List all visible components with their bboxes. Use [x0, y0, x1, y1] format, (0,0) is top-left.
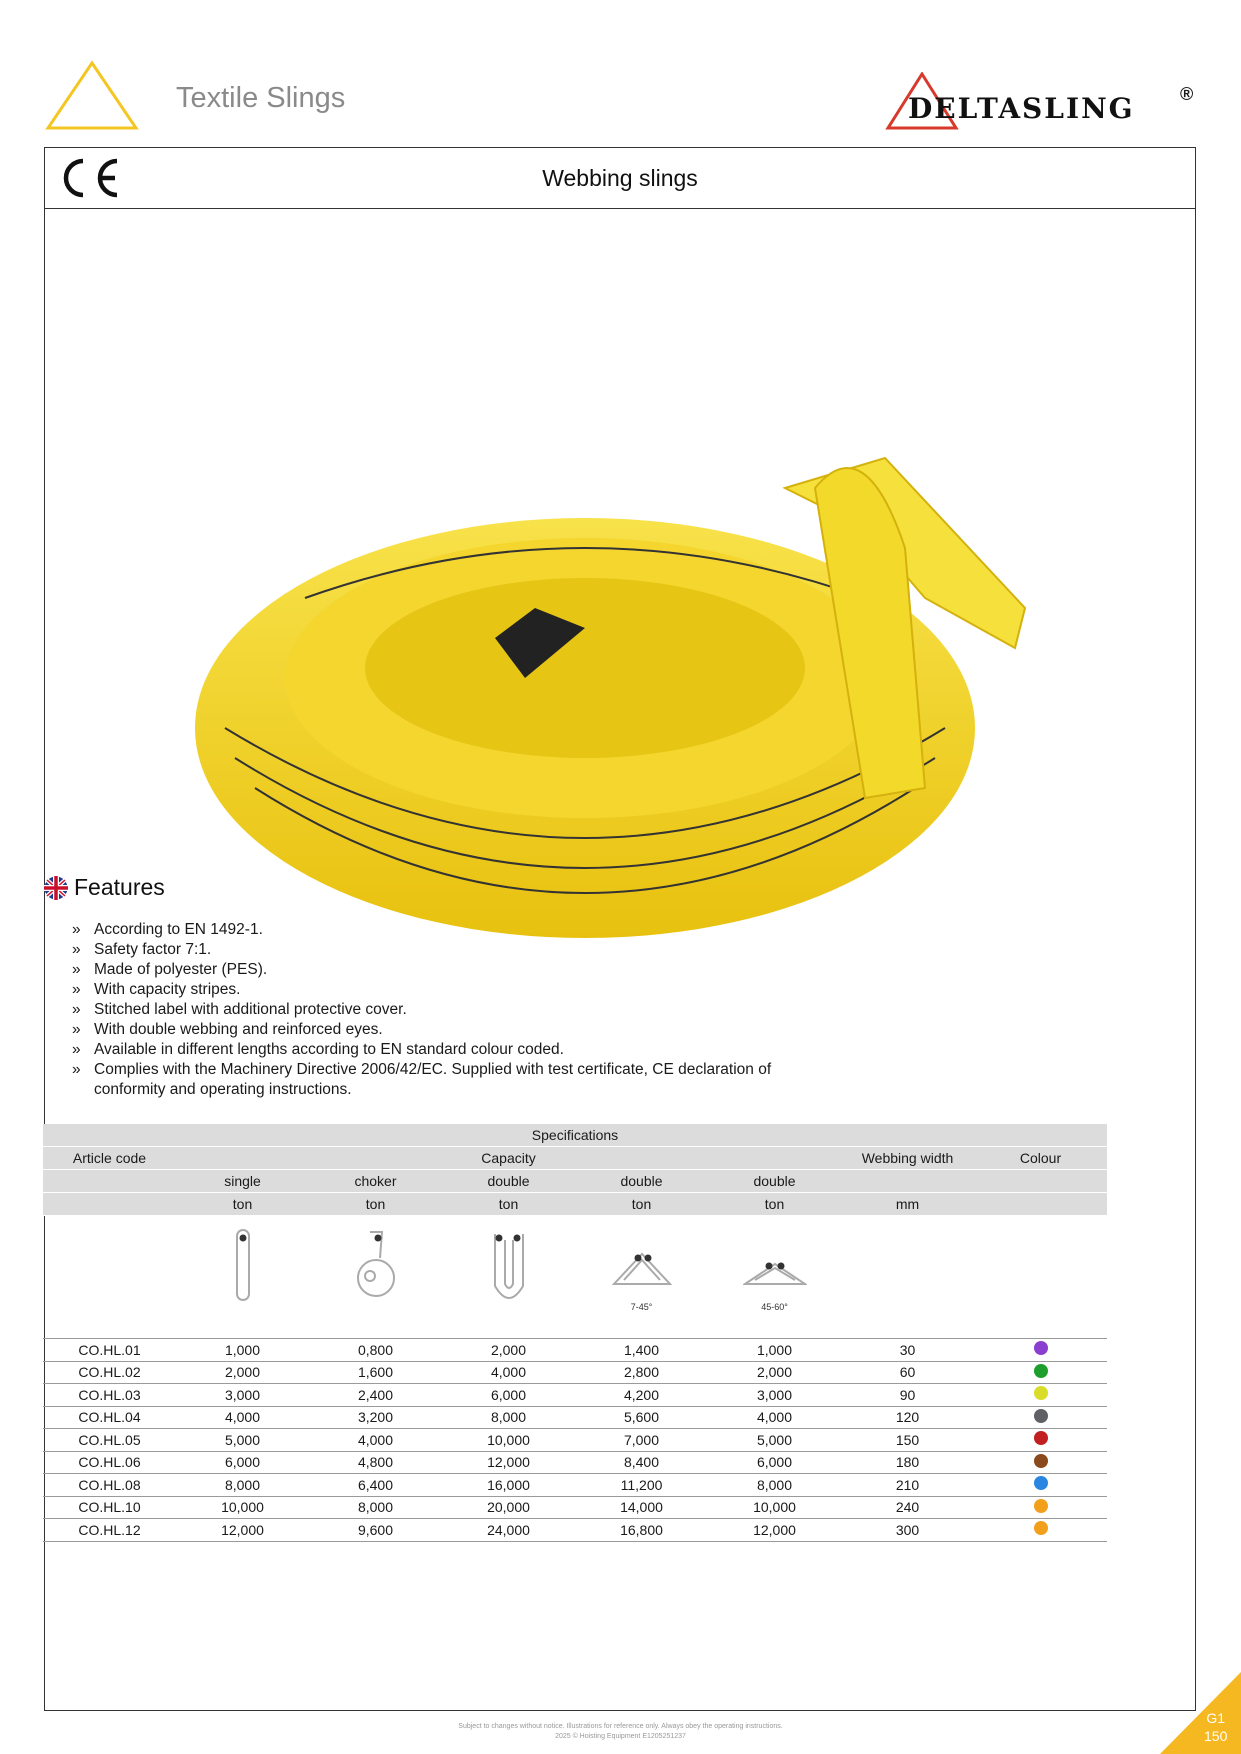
features-list: [72, 920, 772, 1100]
section-code: G1: [1206, 1710, 1226, 1726]
cell-code: CO.HL.02: [43, 1361, 176, 1384]
cell-double-60: 8,000: [708, 1474, 841, 1497]
colour-code-dot: [1034, 1409, 1048, 1423]
cell-width: 90: [841, 1384, 974, 1407]
unit-ton: ton: [309, 1193, 442, 1216]
cell-single: 8,000: [176, 1474, 309, 1497]
cell-choker: 1,600: [309, 1361, 442, 1384]
cell-double-60: 3,000: [708, 1384, 841, 1407]
colour-code-dot: [1034, 1386, 1048, 1400]
cell-choker: 6,400: [309, 1474, 442, 1497]
cell-code: CO.HL.03: [43, 1384, 176, 1407]
cell-width: 60: [841, 1361, 974, 1384]
colour-code-dot: [1034, 1499, 1048, 1513]
cell-choker: 4,800: [309, 1451, 442, 1474]
feature-item: » Safety factor 7:1.: [72, 940, 772, 960]
table-row: [43, 1339, 1107, 1362]
cell-double-60: 1,000: [708, 1339, 841, 1362]
choker-sling-icon: [344, 1226, 408, 1302]
feature-item: » With double webbing and reinforced eyes.: [72, 1020, 772, 1040]
cell-double-60: 10,000: [708, 1496, 841, 1519]
cell-double: 4,000: [442, 1361, 575, 1384]
cell-width: 210: [841, 1474, 974, 1497]
spec-title: Specifications: [43, 1124, 1107, 1147]
colour-code-dot: [1034, 1431, 1048, 1445]
basket-60-sling-icon: [743, 1226, 807, 1302]
double-60-header: double: [708, 1170, 841, 1193]
cell-double-60: 12,000: [708, 1519, 841, 1542]
angle-label: 7-45°: [630, 1302, 653, 1312]
table-row: [43, 1429, 1107, 1452]
unit-ton: ton: [575, 1193, 708, 1216]
cell-double-45: 16,800: [575, 1519, 708, 1542]
cell-single: 1,000: [176, 1339, 309, 1362]
cell-code: CO.HL.06: [43, 1451, 176, 1474]
cell-code: CO.HL.08: [43, 1474, 176, 1497]
feature-item: » Complies with the Machinery Directive 2006/42/EC. Supplied with test certificate, CE declaration of conformity and operating instructions.: [72, 1060, 772, 1100]
uk-flag-icon: [44, 876, 68, 900]
features-title: Features: [74, 874, 165, 900]
cell-width: 180: [841, 1451, 974, 1474]
footer-line-2: 2025 © Hoisting Equipment E1205251237: [555, 1733, 686, 1740]
cell-single: 5,000: [176, 1429, 309, 1452]
cell-width: 30: [841, 1339, 974, 1362]
cell-double-45: 2,800: [575, 1361, 708, 1384]
cell-double-60: 4,000: [708, 1406, 841, 1429]
spec-mode-row: [43, 1170, 1107, 1193]
table-row: [43, 1384, 1107, 1407]
single-header: single: [176, 1170, 309, 1193]
cell-single: 4,000: [176, 1406, 309, 1429]
cell-double-45: 8,400: [575, 1451, 708, 1474]
feature-item: » Stitched label with additional protective cover.: [72, 1000, 772, 1020]
unit-ton: ton: [708, 1193, 841, 1216]
cell-choker: 2,400: [309, 1384, 442, 1407]
table-row: [43, 1474, 1107, 1497]
cell-choker: 4,000: [309, 1429, 442, 1452]
colour-code-dot: [1034, 1521, 1048, 1535]
cell-width: 300: [841, 1519, 974, 1542]
colour-header: Colour: [974, 1147, 1107, 1170]
single-sling-icon: [211, 1226, 275, 1302]
spec-header-row: [43, 1147, 1107, 1170]
cell-double-60: 6,000: [708, 1451, 841, 1474]
cell-double-60: 5,000: [708, 1429, 841, 1452]
unit-ton: ton: [442, 1193, 575, 1216]
cell-double-45: 5,600: [575, 1406, 708, 1429]
spec-unit-row: [43, 1193, 1107, 1216]
double-header: double: [442, 1170, 575, 1193]
colour-code-dot: [1034, 1454, 1048, 1468]
specifications-table: [43, 1124, 1107, 1542]
cell-single: 2,000: [176, 1361, 309, 1384]
cell-width: 120: [841, 1406, 974, 1429]
capacity-header: Capacity: [176, 1147, 841, 1170]
cell-single: 12,000: [176, 1519, 309, 1542]
double-sling-icon: [477, 1226, 541, 1302]
cell-single: 3,000: [176, 1384, 309, 1407]
section-title: Textile Slings: [176, 82, 346, 114]
cell-choker: 3,200: [309, 1406, 442, 1429]
cell-double-45: 4,200: [575, 1384, 708, 1407]
cell-double: 12,000: [442, 1451, 575, 1474]
table-row: [43, 1406, 1107, 1429]
page-title: Webbing slings: [542, 165, 698, 191]
cell-double: 8,000: [442, 1406, 575, 1429]
feature-item: » With capacity stripes.: [72, 980, 772, 1000]
cell-double-45: 1,400: [575, 1339, 708, 1362]
cell-code: CO.HL.04: [43, 1406, 176, 1429]
section-triangle-icon: [44, 60, 140, 132]
cell-double-45: 11,200: [575, 1474, 708, 1497]
basket-45-sling-icon: [610, 1226, 674, 1302]
angle-label: 45-60°: [761, 1302, 788, 1312]
article-code-header: Article code: [43, 1147, 176, 1170]
cell-double: 24,000: [442, 1519, 575, 1542]
cell-double: 20,000: [442, 1496, 575, 1519]
feature-item: » Available in different lengths according to EN standard colour coded.: [72, 1040, 772, 1060]
brand-name: DELTASLING: [908, 92, 1135, 125]
double-45-header: double: [575, 1170, 708, 1193]
cell-choker: 8,000: [309, 1496, 442, 1519]
cell-double: 16,000: [442, 1474, 575, 1497]
cell-single: 10,000: [176, 1496, 309, 1519]
table-row: [43, 1361, 1107, 1384]
registered-mark: ®: [1180, 84, 1194, 104]
cell-double: 10,000: [442, 1429, 575, 1452]
unit-mm: mm: [841, 1193, 974, 1216]
cell-width: 150: [841, 1429, 974, 1452]
cell-code: CO.HL.10: [43, 1496, 176, 1519]
feature-item: » Made of polyester (PES).: [72, 960, 772, 980]
footer-line-1: Subject to changes without notice. Illustrations for reference only. Always obey the operating instructions.: [458, 1723, 783, 1730]
cell-code: CO.HL.05: [43, 1429, 176, 1452]
table-row: [43, 1496, 1107, 1519]
colour-code-dot: [1034, 1476, 1048, 1490]
page-number: 150: [1204, 1728, 1228, 1744]
cell-double: 2,000: [442, 1339, 575, 1362]
cell-single: 6,000: [176, 1451, 309, 1474]
cell-choker: 0,800: [309, 1339, 442, 1362]
spec-data-rows: [43, 1339, 1107, 1542]
cell-code: CO.HL.12: [43, 1519, 176, 1542]
feature-item: » According to EN 1492-1.: [72, 920, 772, 940]
sling-mode-icons-row: [43, 1216, 1107, 1339]
webbing-width-header: Webbing width: [841, 1147, 974, 1170]
features-heading: [44, 874, 165, 901]
cell-choker: 9,600: [309, 1519, 442, 1542]
cell-double-45: 14,000: [575, 1496, 708, 1519]
colour-code-dot: [1034, 1364, 1048, 1378]
cell-double-45: 7,000: [575, 1429, 708, 1452]
colour-code-dot: [1034, 1341, 1048, 1355]
title-bar: [45, 148, 1195, 209]
spec-title-row: [43, 1124, 1107, 1147]
cell-double: 6,000: [442, 1384, 575, 1407]
unit-ton: ton: [176, 1193, 309, 1216]
table-row: [43, 1451, 1107, 1474]
choker-header: choker: [309, 1170, 442, 1193]
footer-note: [0, 1722, 1241, 1742]
cell-double-60: 2,000: [708, 1361, 841, 1384]
table-row: [43, 1519, 1107, 1542]
cell-width: 240: [841, 1496, 974, 1519]
cell-code: CO.HL.01: [43, 1339, 176, 1362]
